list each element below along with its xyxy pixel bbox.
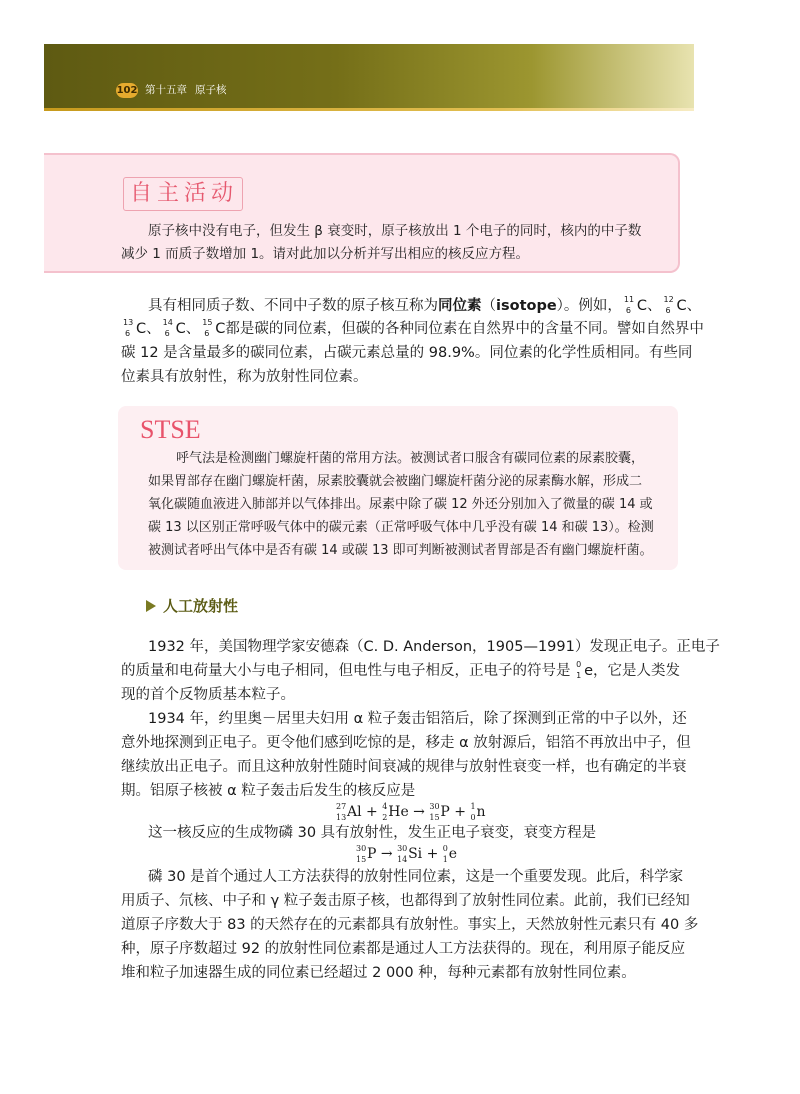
reaction-arrow: → [376,846,398,862]
text: （ [481,298,496,314]
element-symbol: C、 [175,321,201,337]
element-symbol: C、 [636,298,662,314]
mass-number: 27 [336,802,347,811]
artificial-p4-line-3: 道原子序数大于 83 的天然存在的元素都具有放射性。事实上，天然放射性元素只有 40 多 [121,917,699,933]
isotope-c12 [662,295,677,317]
chapter-title [145,83,227,98]
mass-number: 30 [429,802,440,811]
isotope-c15 [200,318,215,340]
activity-text-line: 原子核中没有电子，但发生 β 衰变时，原子核放出 1 个电子的同时，核内的中子数 [148,223,642,239]
element-symbol: P [367,846,377,862]
artificial-p1-line-2 [121,660,680,682]
artificial-p4-line-2: 用质子、氘核、中子和 γ 粒子轰击原子核，也都得到了放射性同位素。此前，我们已经知 [121,893,690,909]
mass-number: 4 [382,802,388,811]
artificial-p4-line-1: 磷 30 是首个通过人工方法获得的放射性同位素，这是一个重要发现。此后，科学家 [148,869,684,885]
equation-p30-decay [356,843,457,865]
atomic-number: 6 [204,329,210,338]
stse-text-line: 氧化碳随血液进入肺部并以气体排出。尿素中除了碳 12 外还分别加入了微量的碳 14 或 [148,497,653,512]
element-symbol: Al [347,804,362,820]
atomic-number: 6 [665,306,671,315]
plus-sign: + [361,804,383,820]
mass-number: 11 [623,295,635,304]
reaction-arrow: → [408,804,430,820]
nuclide-al [336,801,362,823]
artificial-p2-line-4: 期。铝原子核被 α 粒子轰击后发生的核反应是 [121,783,416,799]
atomic-number: 6 [625,306,632,315]
stse-text-line: 碳 13 以区别正常呼吸气体中的碳元素（正常呼吸气体中几乎没有碳 14 和碳 13）。检测 [148,520,654,535]
artificial-p3: 这一核反应的生成物磷 30 具有放射性，发生正电子衰变，衰变方程是 [148,825,597,841]
text: 具有相同质子数、不同中子数的原子核互称为 [148,298,438,314]
mass-number: 13 [123,318,134,327]
nuclide-si [397,843,422,865]
element-symbol: C、 [136,321,161,337]
isotope-line-4: 位素具有放射性，称为放射性同位素。 [121,369,368,385]
isotope-line-1 [148,295,701,317]
artificial-p2-line-2: 意外地探测到正电子。更令他们感到吃惊的是，移走 α 放射源后，铝箔不再放出中子，但 [121,735,691,751]
artificial-p4-line-5: 堆和粒子加速器生成的同位素已经超过 2 000 种，每种元素都有放射性同位素。 [121,965,636,981]
plus-sign: + [422,846,443,862]
mass-number: 14 [162,318,173,327]
element-symbol: Si [408,846,423,862]
mass-number: 12 [663,295,674,304]
atomic-number: 0 [470,813,476,822]
nuclide-n [470,801,485,823]
artificial-p1-line-3: 现的首个反物质基本粒子。 [121,687,295,703]
element-symbol: C [215,321,226,337]
chapter-label: 第十五章 [145,84,187,96]
isotope-line-3: 碳 12 是含量最多的碳同位素，占碳元素总量的 98.9%。同位素的化学性质相同。有些同 [121,345,693,361]
isotope-c11 [622,295,637,317]
element-symbol: P [440,804,450,820]
particle-symbol: e [584,663,594,679]
charge-number: 1 [576,671,582,680]
atomic-number: 6 [125,329,131,338]
header-band [44,44,694,108]
mass-number: 0 [442,844,448,853]
artificial-p1-line-1: 1932 年，美国物理学家安德森（C. D. Anderson，1905—1991）发现正电子。正电子 [148,639,720,655]
mass-number: 1 [470,802,476,811]
activity-text-line: 减少 1 而质子数增加 1。请对此加以分析并写出相应的核反应方程。 [121,246,530,262]
plus-sign: + [449,804,471,820]
term-isotope: 同位素 [438,298,482,314]
element-symbol: C、 [676,298,702,314]
equation-al-alpha [336,801,485,823]
atomic-number: 14 [397,855,408,864]
particle-symbol: e [448,846,458,862]
positron-notation [575,660,584,682]
artificial-p2-line-1: 1934 年，约里奥－居里夫妇用 α 粒子轰击铝箔后，除了探测到正常的中子以外，还 [148,711,687,727]
nuclide-positron [443,843,457,865]
atomic-number: 15 [429,813,440,822]
stse-text-line: 如果胃部存在幽门螺旋杆菌，尿素胶囊就会被幽门螺旋杆菌分泌的尿素酶水解，形成二 [148,474,643,489]
element-symbol: n [476,804,486,820]
text: 都是碳的同位素，但碳的各种同位素在自然界中的含量不同。譬如自然界中 [225,321,704,337]
section-title: 人工放射性 [163,597,239,615]
text: ）。例如， [556,298,622,314]
atomic-number: 2 [382,813,388,822]
header-rule [44,108,694,111]
section-label: 原子核 [195,84,227,96]
text: 的质量和电荷量大小与电子相同，但电性与电子相反，正电子的符号是 [121,663,576,679]
text: ，它是人类发 [593,663,681,679]
mass-number: 0 [576,660,582,669]
stse-title: STSE [140,415,201,444]
mass-number: 30 [397,844,408,853]
nuclide-p [429,801,449,823]
page-number: 102 [116,85,138,96]
stse-text-line: 被测试者呼出气体中是否有碳 14 或碳 13 即可判断被测试者胃部是否有幽门螺旋杆菌。 [148,543,653,558]
mass-number: 15 [202,318,213,327]
nuclide-p [356,843,376,865]
section-arrow-icon [146,600,156,612]
isotope-line-2 [121,318,704,340]
stse-text-line: 呼气法是检测幽门螺旋杆菌的常用方法。被测试者口服含有碳同位素的尿素胶囊， [176,451,645,466]
nuclide-he [382,801,409,823]
isotope-c14 [161,318,176,340]
atomic-number: 13 [336,813,347,822]
charge-number: 1 [442,855,448,864]
atomic-number: 15 [356,855,367,864]
isotope-c13 [121,318,136,340]
atomic-number: 6 [164,329,170,338]
element-symbol: He [388,804,409,820]
artificial-p2-line-3: 继续放出正电子。而且这种放射性随时间衰减的规律与放射性衰变一样，也有确定的半衰 [121,759,687,775]
activity-title: 自主活动 [123,177,243,211]
artificial-p4-line-4: 种，原子序数超过 92 的放射性同位素都是通过人工方法获得的。现在，利用原子能反应 [121,941,686,957]
mass-number: 30 [356,844,367,853]
term-isotope-en: isotope [496,298,557,314]
